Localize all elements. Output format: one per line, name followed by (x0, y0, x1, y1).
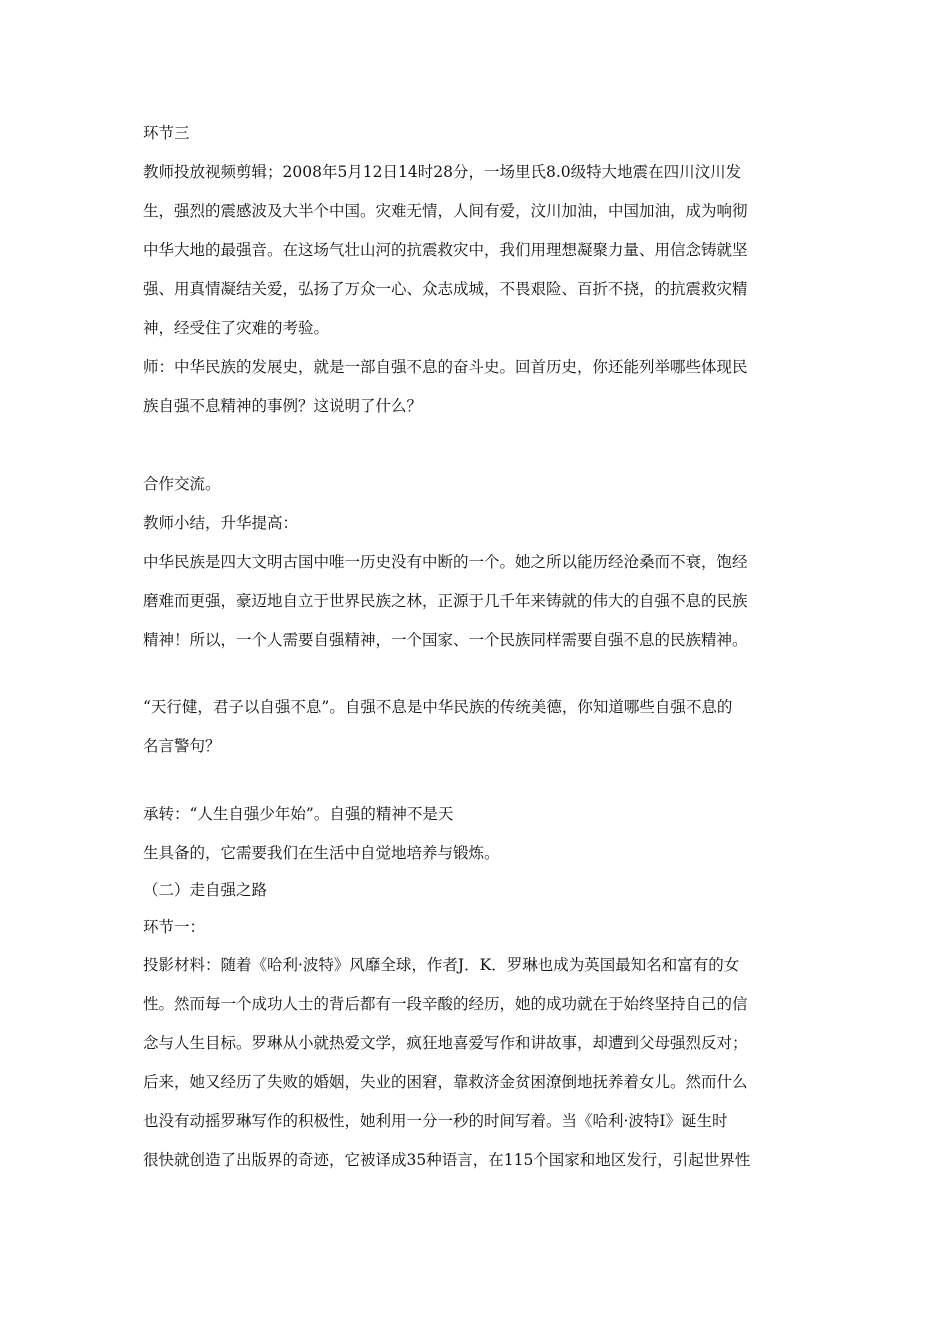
paragraph-line: 生具备的，它需要我们在生活中自觉地培养与锻炼。 (143, 844, 500, 862)
paragraph-line: 族自强不息精神的事例？这说明了什么？ (143, 397, 423, 415)
paragraph-line: 念与人生目标。罗琳从小就热爱文学，疯狂地喜爱写作和讲故事，却遭到父母强烈反对； (143, 1034, 748, 1052)
subsection-heading: （二）走自强之路 (143, 881, 268, 899)
paragraph-line: “天行健，君子以自强不息”。自强不息是中华民族的传统美德，你知道哪些自强不息的 (143, 698, 733, 716)
paragraph-line: 性。然而每一个成功人士的背后都有一段辛酸的经历，她的成功就在于始终坚持自己的信 (143, 995, 748, 1013)
section-heading: 环节三 (143, 124, 190, 142)
paragraph-line: 教师小结，升华提高： (143, 514, 299, 532)
paragraph-line: 师：中华民族的发展史，就是一部自强不息的奋斗史。回首历史，你还能列举哪些体现民 (143, 358, 748, 376)
paragraph-line: 强、用真情凝结关爱，弘扬了万众一心、众志成城，不畏艰险、百折不挠，的抗震救灾精 (143, 280, 748, 298)
paragraph-line: 很快就创造了出版界的奇迹，它被译成35种语言，在115个国家和地区发行，引起世界性 (143, 1151, 751, 1169)
paragraph-line: 生，强烈的震感波及大半个中国。灾难无情，人间有爱，汶川加油，中国加油，成为响彻 (143, 202, 748, 220)
paragraph-line: 精神！所以，一个人需要自强精神，一个国家、一个民族同样需要自强不息的民族精神。 (143, 631, 748, 649)
paragraph-line: 也没有动摇罗琳写作的积极性，她利用一分一秒的时间写着。当《哈利·波特Ⅰ》诞生时 (143, 1112, 728, 1130)
paragraph-line: 磨难而更强，豪迈地自立于世界民族之林，正源于几千年来铸就的伟大的自强不息的民族 (143, 592, 748, 610)
paragraph-line: 合作交流。 (143, 475, 221, 493)
paragraph-line: 后来，她又经历了失败的婚姻，失业的困窘，靠救济金贫困潦倒地抚养着女儿。然而什么 (143, 1073, 748, 1091)
paragraph-line: 教师投放视频剪辑；2008年5月12日14时28分，一场里氏8.0级特大地震在四川汶川发 (143, 163, 742, 181)
paragraph-line: 神，经受住了灾难的考验。 (143, 319, 330, 337)
paragraph-line: 环节一： (143, 918, 206, 936)
paragraph-line: 名言警句？ (143, 737, 221, 755)
paragraph-line: 中华大地的最强音。在这场气壮山河的抗震救灾中，我们用理想凝聚力量、用信念铸就坚 (143, 241, 748, 259)
paragraph-line: 投影材料：随着《哈利·波特》风靡全球，作者J．K．罗琳也成为英国最知名和富有的女 (143, 956, 740, 974)
paragraph-line: 承转：“人生自强少年始”。自强的精神不是天 (143, 805, 454, 823)
paragraph-line: 中华民族是四大文明古国中唯一历史没有中断的一个。她之所以能历经沧桑而不衰，饱经 (143, 553, 748, 571)
